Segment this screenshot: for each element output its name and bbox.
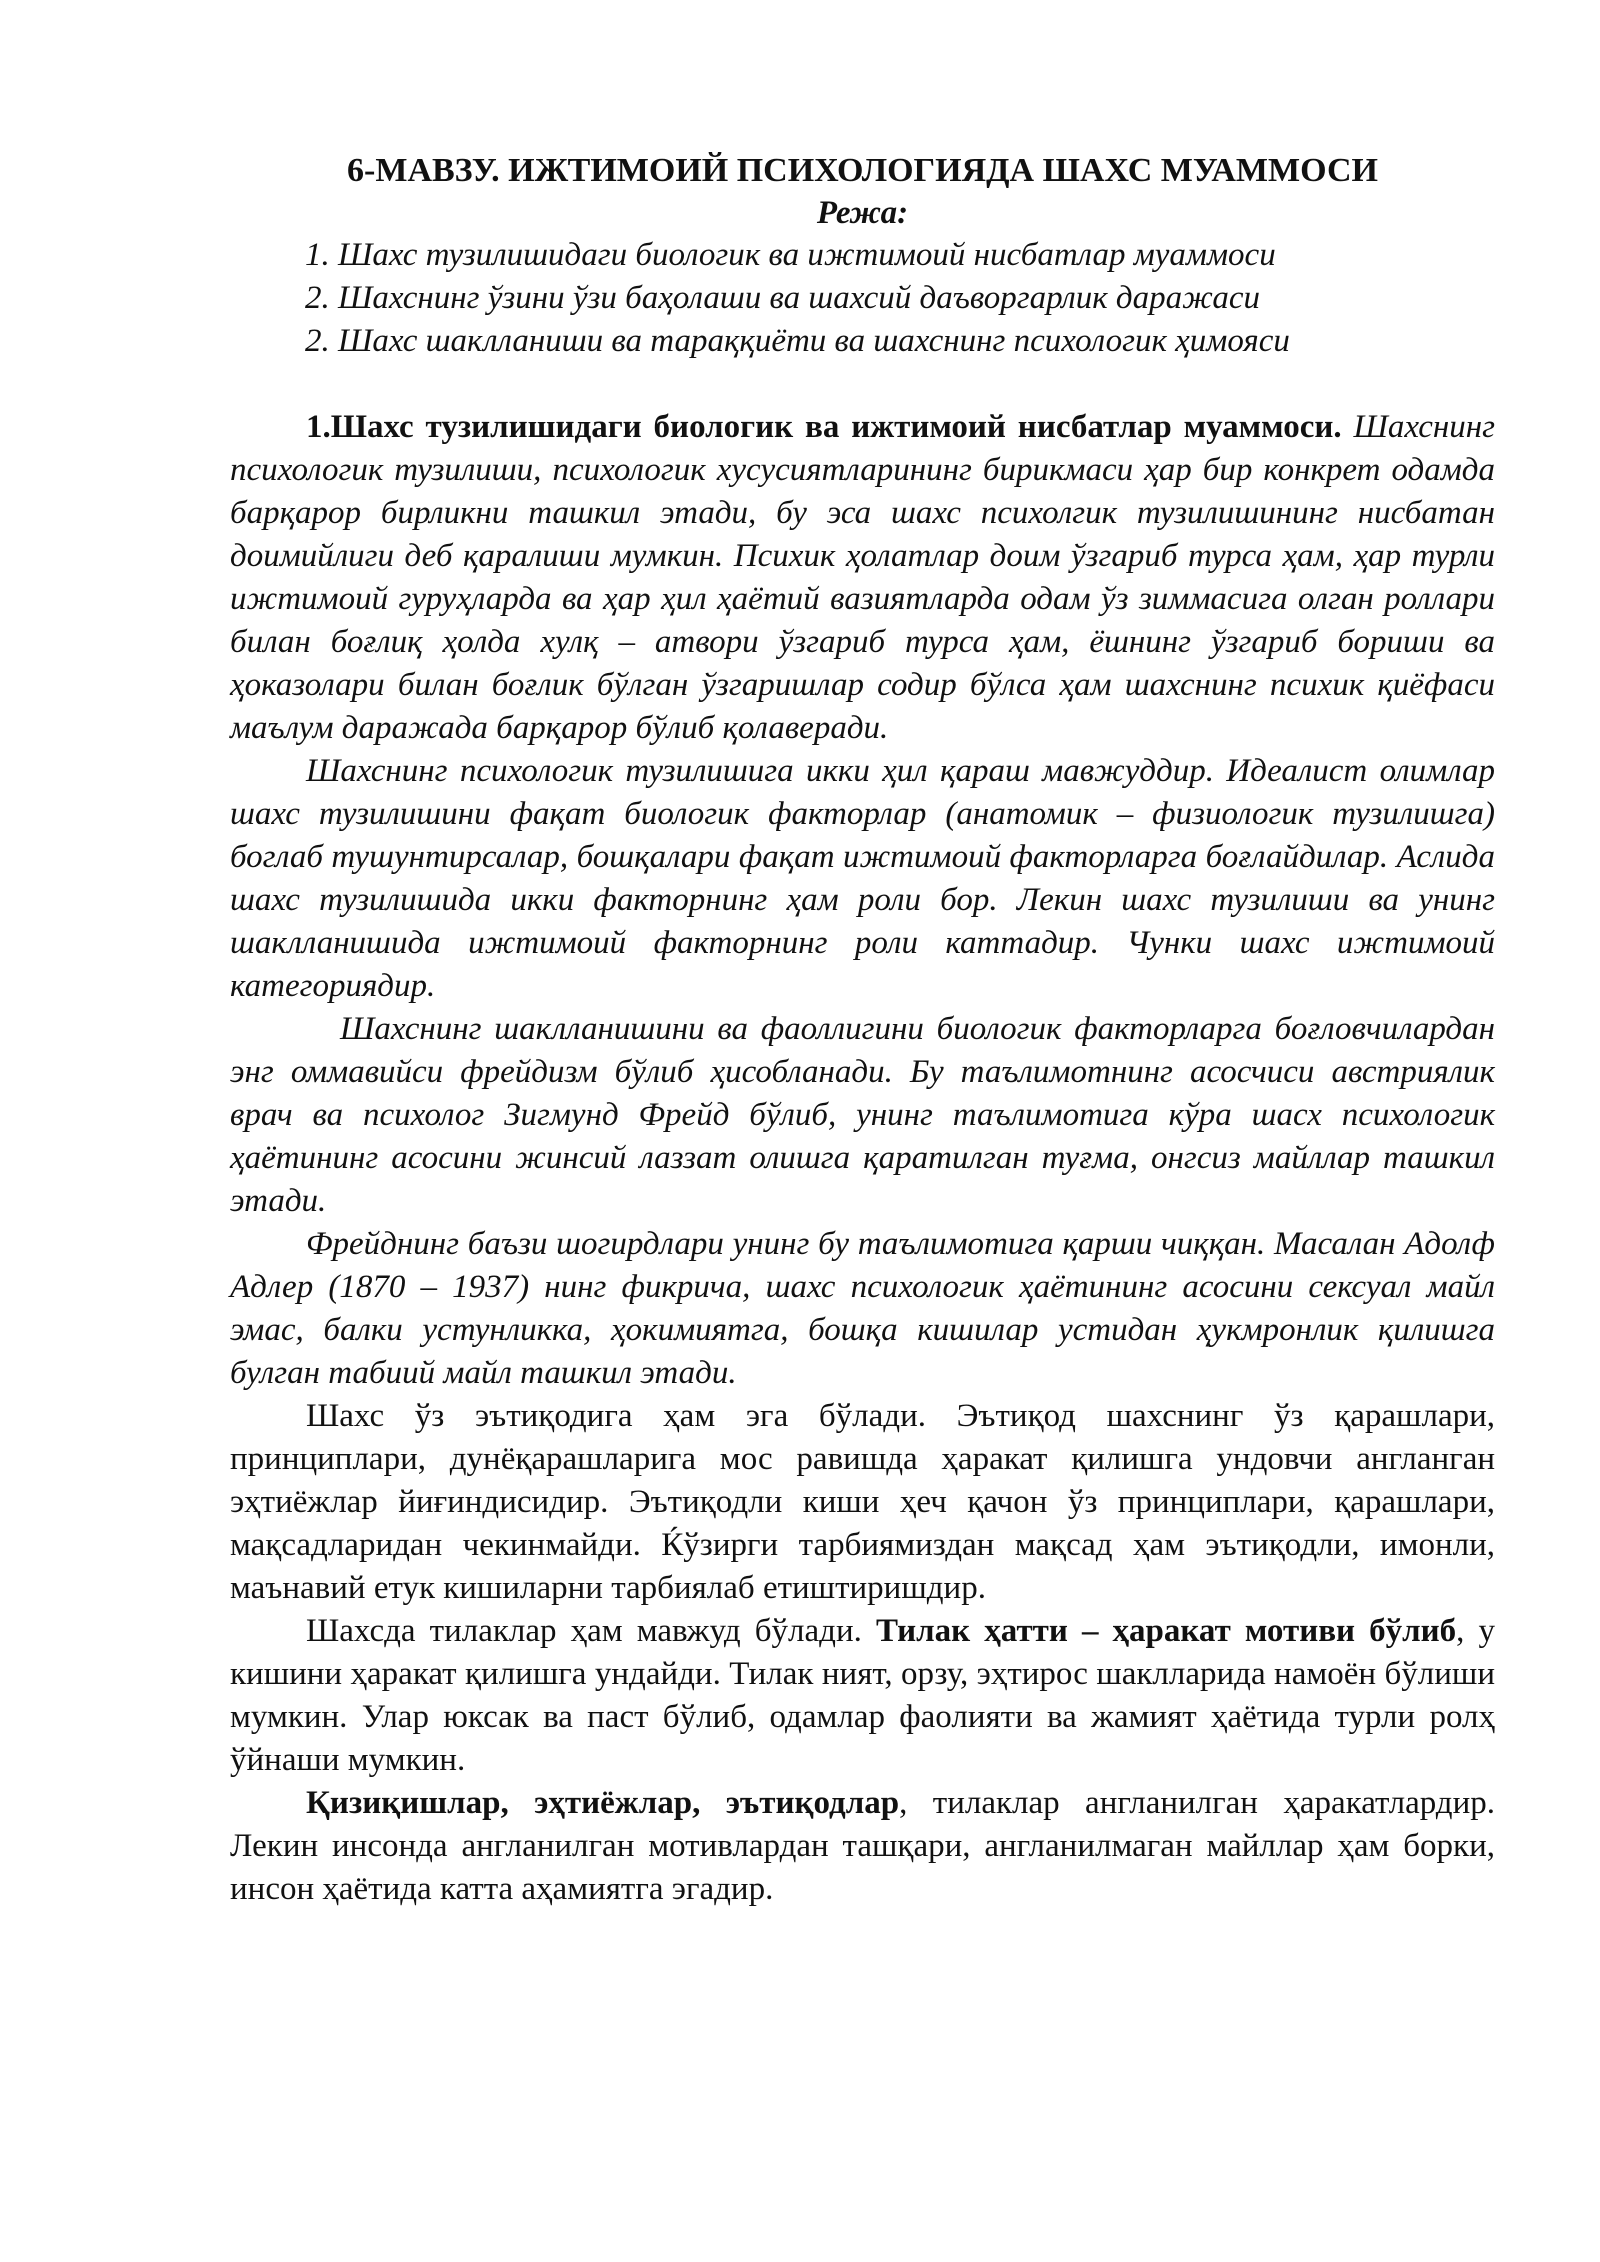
paragraph-2: Шахснинг психологик тузилишига икки ҳил қараш мавжуддир. Идеалист олимлар шахс тузилишини фақат биологик факторлар (анатомик – физиологик тузилишга) боглаб тушунтирсалар, бошқалари фақат ижтимоий факторларга боғлайдилар. Аслида шахс тузилишида икки факторнинг ҳам роли бор. Лекин шахс тузилиши ва унинг шаклланишида ижтимоий факторнинг роли каттадир. Чунки шахс ижтимоий категориядир.: [230, 753, 1495, 1004]
paragraph-7-end: , тилаклар англанилган ҳаракатлардир. Лекин инсонда англанилган мотивлардан ташқари, англанилмаган майллар ҳам борки, инсон ҳаётида катта аҳамиятга эгадир.: [230, 1785, 1495, 1907]
plan-label: Режа:: [816, 195, 909, 231]
section-heading: 1.Шахс тузилишидаги биологик ва ижтимоий нисбатлар муаммоси.: [306, 409, 1342, 445]
paragraph-7-bold: Қизиқишлар, эҳтиёжлар, эътиқодлар: [306, 1785, 900, 1821]
spacer: [230, 363, 1495, 406]
page-title: 6-МАВЗУ. ИЖТИМОИЙ ПСИХОЛОГИЯДА ШАХС МУАММОСИ: [347, 152, 1378, 189]
paragraph-6-end: , у кишини ҳаракат қилишга ундайди. Тилак ният, орзу, эҳтирос шаклларида намоён бўлиши мумкин. Улар юксак ва паст бўлиб, одамлар фаолияти ва жамият ҳаётида турли ролҳ ўйнаши мумкин.: [230, 1613, 1496, 1778]
paragraph-1-text: Шахснинг психологик тузилиши, психологик хусусиятларининг бирикмаси ҳар бир конкрет одамда барқарор бирликни ташкил этади, бу эса шахс психолгик тузилишининг нисбатан доимийлиги деб қаралиши мумкин. Психик ҳолатлар доим ўзгариб турса ҳам, ҳар турли ижтимоий гуруҳларда ва ҳар ҳил ҳаётий вазиятларда одам ўз зиммасига олган роллари билан боғлиқ ҳолда хулқ – атвори ўзгариб турса ҳам, ёшнинг ўзгариб бориши ва ҳоказолари билан боғлик бўлган ўзгаришлар содир бўлса ҳам шахснинг психик қиёфаси маълум даражада барқарор бўлиб қолаверади.: [230, 409, 1496, 746]
paragraph-3: Шахснинг шаклланишини ва фаоллигини биологик факторларга боғловчилардан энг оммавийси фрейдизм бўлиб ҳисобланади. Бу таълимотнинг асосчиси австриялик врач ва психолог Зигмунд Фрейд бўлиб, унинг таълимотига кўра шасх психологик ҳаётининг асосини жинсий лаззат олишга қаратилган туғма, онгсиз майллар ташкил этади.: [230, 1011, 1495, 1219]
paragraph-4: Фрейднинг баъзи шогирдлари унинг бу таълимотига қарши чиққан. Масалан Адолф Адлер (1870 – 1937) нинг фикрича, шахс психологик ҳаётининг асосини сексуал майл эмас, балки устунликка, ҳокимиятга, бошқа кишилар устидан ҳукмронлик қилишга булган табиий майл ташкил этади.: [230, 1226, 1495, 1391]
paragraph-7: [230, 1782, 1495, 1911]
plan-item: 2. Шахс шаклланиши ва тараққиёти ва шахснинг психологик ҳимояси: [305, 323, 1290, 359]
plan-item: 2. Шахснинг ўзини ўзи баҳолаши ва шахсий даъворгарлик даражаси: [305, 280, 1261, 316]
paragraph-6-start: Шахсда тилаклар ҳам мавжуд бўлади.: [306, 1613, 876, 1649]
paragraph-5: Шахс ўз эътиқодига ҳам эга бўлади. Эътиқод шахснинг ўз қарашлари, принциплари, дунёқарашларига мос равишда ҳаракат қилишга ундовчи англанган эҳтиёжлар йиғиндисидир. Эътиқодли киши ҳеч қачон ўз принциплари, қарашлари, мақсадларидан чекинмайди. Ќўзирги тарбиямиздан мақсад ҳам эътиқодли, имонли, маънавий етук кишиларни тарбиялаб етиштиришдир.: [230, 1398, 1495, 1606]
paragraph-1: [230, 406, 1495, 750]
paragraph-6-bold: Тилак ҳатти – ҳаракат мотиви бўлиб: [875, 1613, 1457, 1649]
plan-item: 1. Шахс тузилишидаги биологик ва ижтимоий нисбатлар муаммоси: [305, 237, 1276, 273]
paragraph-6: [230, 1610, 1495, 1782]
plan-list: [230, 234, 1495, 363]
